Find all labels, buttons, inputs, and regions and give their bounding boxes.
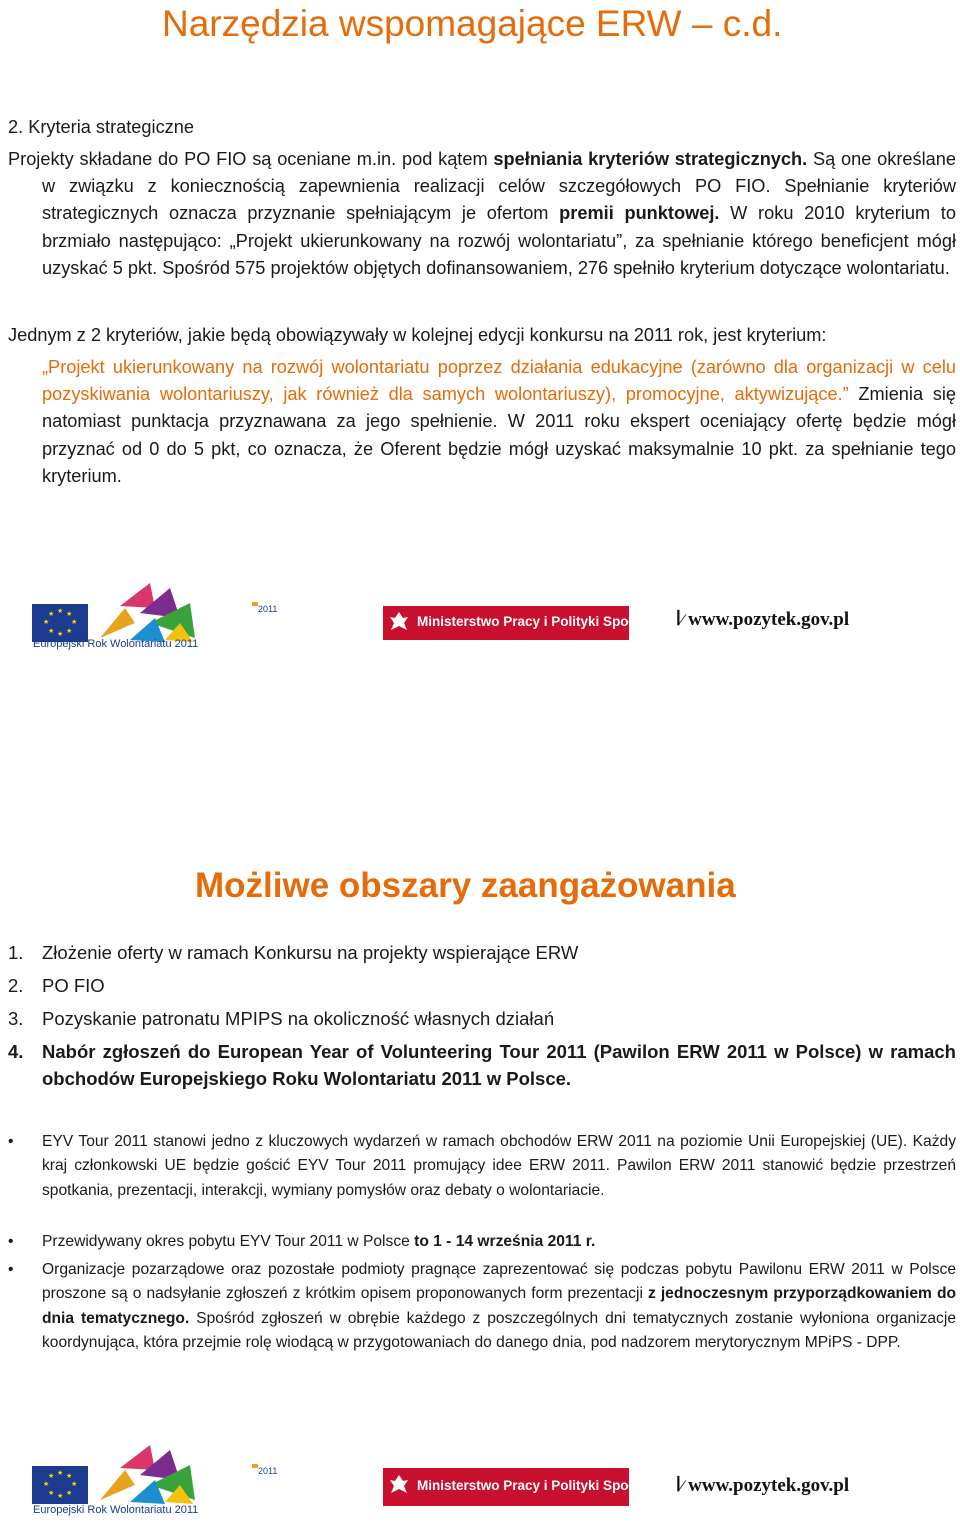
bullet-icon: •: [8, 1233, 14, 1250]
eyv-2011-logo-icon: [95, 578, 205, 644]
list-item: [8, 1038, 956, 1092]
bullet-item: [8, 1130, 956, 1203]
criteria-intro: Jednym z 2 kryteriów, jakie będą obowiązywały w kolejnej edycji konkursu na 2011 rok, jest kryterium:: [8, 325, 827, 345]
criteria-2011-paragraph: [42, 354, 956, 490]
eu-flag-icon: ★ ★ ★ ★ ★ ★ ★ ★: [32, 1466, 88, 1504]
criterion-quote: „Projekt ukierunkowany na rozwój wolontariatu poprzez działania edukacyjne (zarówno dla organizacji w celu pozyskiwania wolontariuszy, jak również dla samych wolontariuszy), promocyjne, aktywizujące.”: [42, 357, 956, 405]
small-2011-text: 2011: [258, 1466, 278, 1476]
section1-title: Narzędzia wspomagające ERW – c.d.: [162, 3, 783, 44]
section2-title: Możliwe obszary zaangażowania: [195, 866, 736, 905]
eagle-icon: [389, 610, 409, 636]
bullet-text-bold: z jednoczesnym przyporządkowaniem do dnia tematycznego.: [42, 1285, 956, 1327]
website-mark-icon: ꟾ⁄: [676, 1478, 684, 1495]
list-item: [8, 972, 956, 999]
bullet-text: [42, 1258, 956, 1355]
para1-part-a: Projekty składane do PO FIO są oceniane m.in. pod kątem: [8, 149, 494, 169]
bullet-text-part: Przewidywany okres pobytu EYV Tour 2011 w Polsce: [42, 1233, 415, 1250]
website-url: www.pozytek.gov.pl: [688, 1475, 850, 1496]
bullet-text-bold: to 1 - 14 września 2011 r.: [414, 1233, 596, 1250]
eyv-caption: Europejski Rok Wolontariatu 2011: [33, 638, 199, 650]
website-label: [676, 1475, 849, 1497]
list-item-text: Pozyskanie patronatu MPIPS na okoliczność własnych działań: [42, 1008, 555, 1029]
small-2011-mark: [250, 600, 286, 618]
logo-row-2: [0, 1440, 960, 1520]
ministry-name: Ministerstwo Pracy i Polityki Społecznej: [417, 1478, 674, 1493]
ministry-name: Ministerstwo Pracy i Polityki Społecznej: [417, 614, 674, 629]
subheading: [8, 114, 948, 141]
list-item-text: Nabór zgłoszeń do European Year of Volunteering Tour 2011 (Pawilon ERW 2011 w Polsce) w ramach obchodów Europejskiego Roku Wolontariatu 2011 w Polsce.: [42, 1041, 956, 1089]
para1-part-e: W roku 2010 kryterium to brzmiało następująco: „Projekt ukierunkowany na rozwój wolontariatu”, za spełnianie którego beneficjent mógł uzyskać 5 pkt. Spośród 575 projektów objętych dofinansowaniem, 276 spełniło kryterium dotyczące wolontariatu.: [42, 203, 956, 278]
list-item-number: 2.: [8, 975, 24, 996]
subheading-text: 2. Kryteria strategiczne: [8, 117, 194, 137]
website-mark-icon: ꟾ⁄: [676, 612, 684, 629]
list-item: [8, 1005, 956, 1032]
list-item-text: PO FIO: [42, 975, 105, 996]
para1-bold-strategic: spełniania kryteriów strategicznych.: [493, 149, 808, 169]
small-2011-text: 2011: [258, 604, 278, 614]
ministry-logo: [383, 1468, 674, 1506]
list-item: [8, 939, 956, 966]
eyv-caption: Europejski Rok Wolontariatu 2011: [33, 1504, 199, 1516]
bullet-item: [8, 1258, 956, 1355]
bullet-text: [42, 1230, 956, 1254]
bullet-text-part: Organizacje pozarządowe oraz pozostałe podmioty pragnące zaprezentować się podczas pobytu Pawilonu ERW 2011 w Polsce proszone są o nadsyłanie zgłoszeń z krótkim opisem proponowanych form prezentacji: [42, 1261, 956, 1303]
eyv-2011-logo-icon: [95, 1440, 205, 1506]
list-item-number: 4.: [8, 1041, 24, 1062]
bullet-text-part: Spośród zgłoszeń w obrębie każdego z poszczególnych dni tematycznych zostanie wyłoniona organizacje koordynująca, która przejmie rolę wiodącą w przygotowaniach do danego dnia, pod nadzorem merytorycznym MPiPS - DPP.: [42, 1309, 956, 1351]
bullet-icon: •: [8, 1261, 14, 1278]
website-label: [676, 609, 849, 631]
list-item-number: 1.: [8, 942, 24, 963]
website-url: www.pozytek.gov.pl: [688, 609, 850, 630]
criterion-scoring: Zmienia się natomiast punktacja przyznawana za jego spełnienie. W 2011 roku ekspert oceniający ofertę będzie mógł przyznać od 0 do 5 pkt, co oznacza, że Oferent będzie mógł uzyskać maksymalnie 10 pkt. za spełnianie tego kryterium.: [42, 384, 956, 486]
list-item-text: Złożenie oferty w ramach Konkursu na projekty wspierające ERW: [42, 942, 579, 963]
bullet-text: EYV Tour 2011 stanowi jedno z kluczowych wydarzeń w ramach obchodów ERW 2011 na poziomie Unii Europejskiej (UE). Każdy kraj członkowski UE będzie gościć EYV Tour 2011 promujący idee ERW 2011. Pawilon ERW 2011 stanowić będzie przestrzeń spotkania, prezentacji, interakcji, wymiany pomysłów oraz debaty o wolontariacie.: [42, 1133, 956, 1199]
small-2011-mark: [250, 1462, 286, 1480]
para1-part-c: Są one określane w związku z koniecznością zapewnienia realizacji celów szczegółowych PO FIO. Spełnianie kryteriów strategicznych oznacza przyznanie spełniającym je ofertom: [42, 149, 956, 224]
list-item-number: 3.: [8, 1008, 24, 1029]
logo-row-1: [0, 578, 960, 658]
eagle-icon: [389, 1473, 409, 1499]
criteria-paragraph: [8, 146, 956, 282]
bullet-icon: •: [8, 1133, 14, 1150]
para1-bold-premium: premii punktowej.: [559, 203, 720, 224]
ministry-logo: [383, 606, 674, 640]
eu-flag-icon: ★ ★ ★ ★ ★ ★ ★ ★: [32, 604, 88, 642]
bullet-item: [8, 1230, 956, 1254]
